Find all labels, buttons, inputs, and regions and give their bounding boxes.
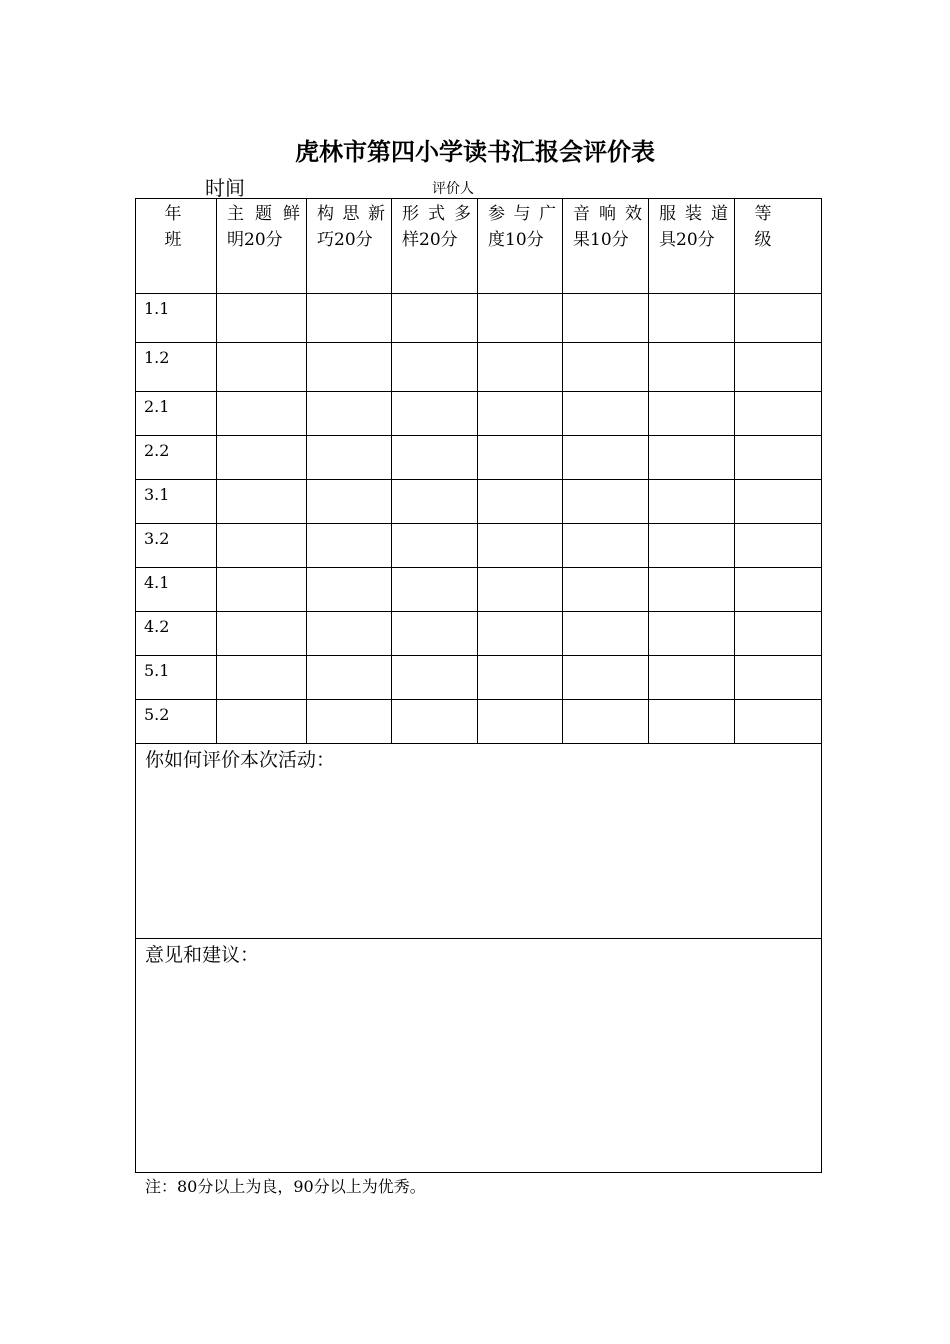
grade-cell[interactable] [735,480,822,524]
header-class-line1: 年 [164,204,182,224]
score-cell[interactable] [217,392,307,436]
score-cell[interactable] [478,612,563,656]
suggestion-cell[interactable] [136,939,822,1173]
row-label: 4.1 [144,573,170,592]
score-cell[interactable] [307,656,392,700]
row-label: 3.1 [144,485,170,504]
header-participation-line2: 度10分 [488,230,544,250]
score-cell[interactable] [563,480,649,524]
header-sound-line2: 果10分 [573,230,629,250]
table-row [136,700,822,744]
row-label-cell [136,524,217,568]
row-label: 2.1 [144,397,170,416]
row-label: 5.1 [144,661,170,680]
score-cell[interactable] [217,294,307,343]
score-cell[interactable] [217,700,307,744]
score-cell[interactable] [563,294,649,343]
row-label: 4.2 [144,617,170,636]
footnote: 注：80分以上为良，90分以上为优秀。 [145,1177,426,1196]
suggestion-label: 意见和建议： [145,944,260,966]
row-label-cell [136,700,217,744]
grade-cell[interactable] [735,392,822,436]
header-sound-line1: 音响效 [573,204,642,224]
grade-cell[interactable] [735,612,822,656]
header-costume-line2: 具20分 [659,230,715,250]
score-cell[interactable] [217,568,307,612]
score-cell[interactable] [307,700,392,744]
page-title: 虎林市第四小学读书汇报会评价表 [295,137,655,166]
header-class [136,199,217,294]
score-cell[interactable] [649,568,735,612]
score-cell[interactable] [307,480,392,524]
grade-cell[interactable] [735,568,822,612]
evaluation-comment-label: 你如何评价本次活动： [145,749,336,771]
evaluation-comment-cell[interactable] [136,744,822,939]
score-cell[interactable] [307,524,392,568]
table-row [136,480,822,524]
header-costume-line1: 服装道 [659,204,728,224]
score-cell[interactable] [392,294,478,343]
header-form-line1: 形式多 [402,204,471,224]
row-label-cell [136,480,217,524]
score-cell[interactable] [649,656,735,700]
score-cell[interactable] [649,436,735,480]
header-participation [478,199,563,294]
score-cell[interactable] [478,700,563,744]
score-cell[interactable] [563,436,649,480]
row-label-cell [136,612,217,656]
evaluation-comment-row [136,744,822,939]
score-cell[interactable] [563,612,649,656]
header-costume [649,199,735,294]
score-cell[interactable] [307,343,392,392]
row-label-cell [136,436,217,480]
header-theme [217,199,307,294]
score-cell[interactable] [392,480,478,524]
score-cell[interactable] [649,343,735,392]
header-sound [563,199,649,294]
score-cell[interactable] [563,700,649,744]
header-row [136,199,822,294]
score-cell[interactable] [478,568,563,612]
grade-cell[interactable] [735,294,822,343]
score-cell[interactable] [563,392,649,436]
header-theme-line2: 明20分 [227,230,283,250]
score-cell[interactable] [392,343,478,392]
row-label-cell [136,294,217,343]
score-cell[interactable] [563,656,649,700]
score-cell[interactable] [563,568,649,612]
score-cell[interactable] [392,612,478,656]
table-row [136,392,822,436]
score-cell[interactable] [217,656,307,700]
table-row [136,612,822,656]
table-row [136,436,822,480]
table-row [136,568,822,612]
score-cell[interactable] [307,568,392,612]
grade-cell[interactable] [735,343,822,392]
score-cell[interactable] [478,392,563,436]
header-participation-line1: 参与广 [488,204,556,224]
score-cell[interactable] [649,480,735,524]
score-cell[interactable] [392,700,478,744]
score-cell[interactable] [649,294,735,343]
score-cell[interactable] [307,436,392,480]
score-cell[interactable] [649,700,735,744]
suggestion-row [136,939,822,1173]
header-grade-line1: 等 [754,204,772,224]
row-label-cell [136,568,217,612]
score-cell[interactable] [392,524,478,568]
score-cell[interactable] [217,436,307,480]
score-cell[interactable] [307,392,392,436]
score-cell[interactable] [649,392,735,436]
score-cell[interactable] [649,524,735,568]
row-label: 1.1 [144,299,170,318]
score-cell[interactable] [478,480,563,524]
evaluation-table [135,198,822,1173]
table-row [136,294,822,343]
header-class-line2: 班 [164,230,182,250]
header-concept-line1: 构思新 [317,204,385,224]
score-cell[interactable] [478,524,563,568]
time-label: 时间 [205,176,245,200]
table-row [136,343,822,392]
score-cell[interactable] [392,436,478,480]
header-form [392,199,478,294]
score-cell[interactable] [307,294,392,343]
header-grade [735,199,822,294]
header-concept [307,199,392,294]
score-cell[interactable] [392,392,478,436]
grade-cell[interactable] [735,524,822,568]
row-label-cell [136,392,217,436]
header-concept-line2: 巧20分 [317,230,373,250]
table-row [136,656,822,700]
score-cell[interactable] [217,612,307,656]
row-label: 5.2 [144,705,170,724]
score-cell[interactable] [563,343,649,392]
score-cell[interactable] [217,480,307,524]
score-cell[interactable] [217,343,307,392]
grade-cell[interactable] [735,656,822,700]
score-cell[interactable] [649,612,735,656]
header-theme-line1: 主题鲜 [227,204,300,224]
score-cell[interactable] [478,343,563,392]
score-cell[interactable] [478,436,563,480]
score-cell[interactable] [478,294,563,343]
evaluator-label: 评价人 [432,181,474,197]
row-label: 3.2 [144,529,170,548]
score-cell[interactable] [392,656,478,700]
row-label: 2.2 [144,441,170,460]
row-label-cell [136,343,217,392]
score-cell[interactable] [307,612,392,656]
score-cell[interactable] [563,524,649,568]
score-cell[interactable] [478,656,563,700]
row-label-cell [136,656,217,700]
table-row [136,524,822,568]
grade-cell[interactable] [735,700,822,744]
row-label: 1.2 [144,348,170,367]
score-cell[interactable] [217,524,307,568]
score-cell[interactable] [392,568,478,612]
header-grade-line2: 级 [754,230,772,250]
grade-cell[interactable] [735,436,822,480]
header-form-line2: 样20分 [402,230,458,250]
